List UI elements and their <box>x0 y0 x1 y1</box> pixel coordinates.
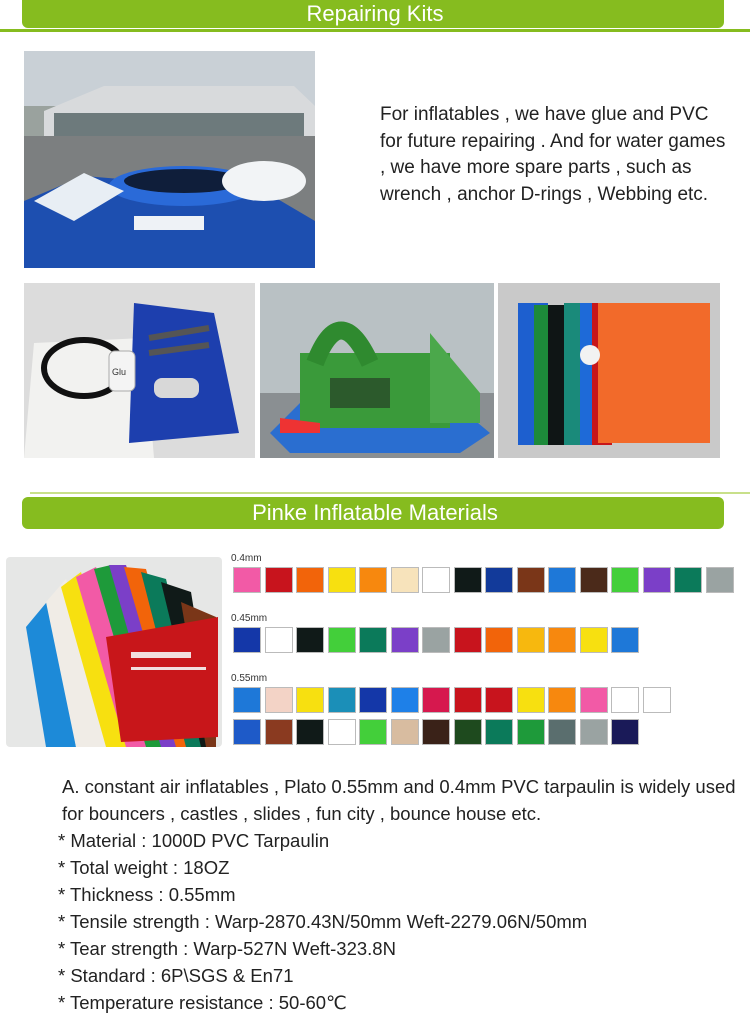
color-swatch <box>265 719 293 745</box>
color-row-0-55mm <box>233 687 674 713</box>
color-swatch <box>296 687 324 713</box>
color-swatch <box>517 719 545 745</box>
color-swatch <box>233 687 261 713</box>
color-swatch <box>328 567 356 593</box>
color-swatch <box>296 719 324 745</box>
color-swatch <box>328 627 356 653</box>
spec-temperature-resistance: * Temperature resistance : 50-60℃ <box>58 992 347 1013</box>
color-swatch <box>422 687 450 713</box>
color-swatch <box>643 567 671 593</box>
color-swatch <box>233 567 261 593</box>
color-swatch <box>485 719 513 745</box>
color-swatch <box>674 567 702 593</box>
color-swatch <box>548 687 576 713</box>
spec-total-weight: * Total weight : 18OZ <box>58 857 230 878</box>
color-swatch <box>517 567 545 593</box>
color-swatch <box>580 719 608 745</box>
color-swatch <box>265 627 293 653</box>
section-header-materials <box>0 489 750 537</box>
color-swatch <box>422 627 450 653</box>
color-row-0-55mm-second <box>233 719 643 745</box>
spec-material: * Material : 1000D PVC Tarpaulin <box>58 830 330 851</box>
color-swatch <box>359 567 387 593</box>
pvc-sheets-photo <box>498 283 720 458</box>
color-swatch <box>454 627 482 653</box>
color-swatch <box>422 719 450 745</box>
section-header-rule <box>30 492 750 494</box>
color-swatch <box>359 719 387 745</box>
color-swatch <box>485 627 513 653</box>
color-swatch <box>296 567 324 593</box>
color-swatch <box>643 687 671 713</box>
color-swatch <box>548 627 576 653</box>
color-swatch <box>328 687 356 713</box>
color-swatch <box>517 627 545 653</box>
color-swatch <box>580 567 608 593</box>
section-title: Repairing Kits <box>306 1 444 26</box>
color-swatch <box>611 627 639 653</box>
color-swatch <box>580 687 608 713</box>
color-swatch <box>706 567 734 593</box>
color-swatch <box>391 687 419 713</box>
section-title: Pinke Inflatable Materials <box>252 500 498 525</box>
color-row-label-0-45mm: 0.45mm <box>231 613 268 624</box>
color-swatch <box>391 719 419 745</box>
color-swatch <box>580 627 608 653</box>
color-swatch <box>454 687 482 713</box>
color-swatch <box>265 567 293 593</box>
spec-standard: * Standard : 6P\SGS & En71 <box>58 965 294 986</box>
section-header-rule <box>0 29 750 32</box>
color-swatch <box>485 687 513 713</box>
spec-tensile-strength: * Tensile strength : Warp-2870.43N/50mm Weft-2279.06N/50mm <box>58 911 588 932</box>
color-swatch <box>548 719 576 745</box>
color-swatch <box>328 719 356 745</box>
color-swatch <box>611 719 639 745</box>
color-swatch <box>422 567 450 593</box>
glue-bottle-label: Glu <box>112 367 127 377</box>
material-specs <box>52 773 742 1016</box>
color-swatch <box>611 567 639 593</box>
color-swatch <box>611 687 639 713</box>
color-swatch <box>359 627 387 653</box>
color-swatch <box>391 627 419 653</box>
color-swatch <box>391 567 419 593</box>
swatch-fan-photo <box>6 557 222 747</box>
color-swatch <box>548 567 576 593</box>
spec-tear-strength: * Tear strength : Warp-527N Weft-323.8N <box>58 938 396 959</box>
color-swatch <box>296 627 324 653</box>
spec-thickness: * Thickness : 0.55mm <box>58 884 236 905</box>
color-swatch <box>233 627 261 653</box>
color-swatch <box>233 719 261 745</box>
color-swatch <box>359 687 387 713</box>
color-swatch <box>517 687 545 713</box>
repair-kit-photo <box>24 283 255 458</box>
color-row-label-0-55mm: 0.55mm <box>231 673 268 684</box>
color-row-0-45mm <box>233 627 643 653</box>
color-swatch <box>485 567 513 593</box>
color-swatch <box>454 567 482 593</box>
water-trampoline-photo <box>24 51 315 268</box>
color-row-label-0-4mm: 0.4mm <box>231 553 262 564</box>
color-swatch <box>454 719 482 745</box>
color-swatch <box>265 687 293 713</box>
intro-paragraph: For inflatables , we have glue and PVC for future repairing . And for water games , we have more spare parts , such as wrench , anchor D-rings , Webbing etc. <box>380 104 726 205</box>
section-header-repairing-kits <box>0 0 750 32</box>
jungle-bouncer-photo <box>260 283 494 458</box>
specs-lead-paragraph: A. constant air inflatables , Plato 0.55mm and 0.4mm PVC tarpaulin is widely used for bouncers , castles , slides , fun city , bounce house etc. <box>62 776 736 824</box>
color-row-0-4mm <box>233 567 737 593</box>
